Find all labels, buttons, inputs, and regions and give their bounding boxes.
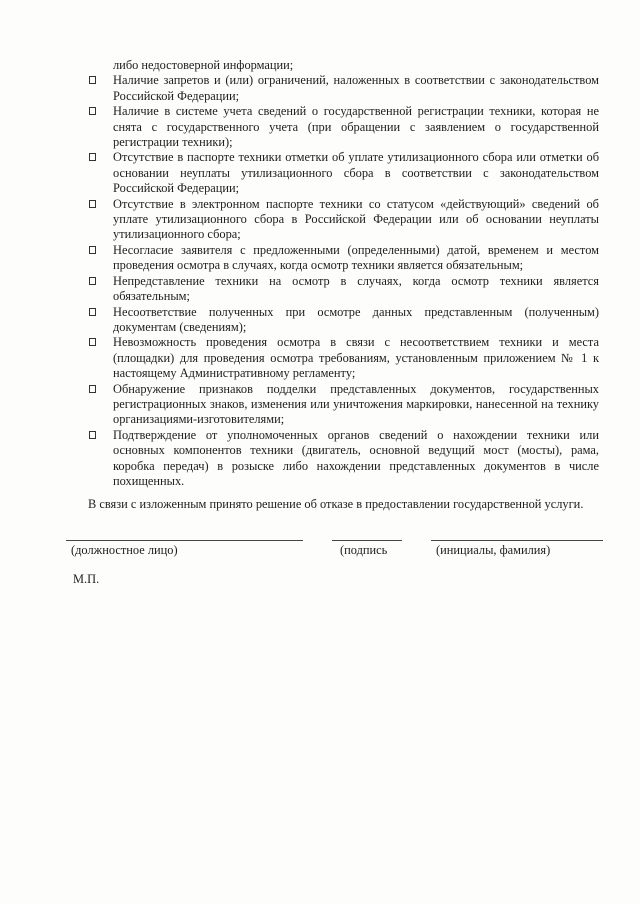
list-item [86, 197, 599, 243]
list-item [86, 73, 599, 104]
list-item [86, 428, 599, 490]
checkbox-icon [89, 338, 96, 346]
list-item [86, 150, 599, 196]
list-item [86, 274, 599, 305]
checkbox-icon [89, 107, 96, 115]
decision-paragraph: В связи с изложенным принято решение об отказе в предоставлении государственной услуги. [88, 497, 584, 511]
name-caption: (инициалы, фамилия) [436, 543, 551, 557]
list-item-text: Отсутствие в паспорте техники отметки об уплате утилизационного сбора или отметки об основании неуплаты утилизационного сбора в соответствии с законодательством Российской Федерации; [113, 150, 599, 196]
checkbox-icon [89, 308, 96, 316]
list-continuation: либо недостоверной информации; [113, 58, 294, 72]
checkbox-icon [89, 246, 96, 254]
list-item [86, 305, 599, 336]
list-item-text: Отсутствие в электронном паспорте техники со статусом «действующий» сведений об уплате утилизационного сбора в Российской Федерации или об основании неуплаты утилизационного сбора; [113, 196, 599, 242]
refusal-grounds-list [86, 58, 599, 489]
official-caption: (должностное лицо) [71, 543, 178, 557]
checkbox-icon [89, 200, 96, 208]
list-item [86, 104, 599, 150]
list-item-text: Несогласие заявителя с предложенными (определенными) датой, временем и местом проведения осмотра в случаях, когда осмотр техники является обязательным; [113, 242, 599, 273]
list-item-text: Подтверждение от уполномоченных органов сведений о нахождении техники или основных компонентов техники (двигатель, основной ведущий мост (мосты), рама, коробка передач) в розыске либо нахождении представленных документов в числе похищенных. [113, 427, 599, 488]
list-item-text: Несоответствие полученных при осмотре данных представленным (полученным) документам (сведениям); [113, 304, 599, 334]
list-item-text: Обнаружение признаков подделки представленных документов, государственных регистрационных знаков, изменения или уничтожения маркировки, нанесенной на технику организациями-изготовителями; [113, 381, 599, 427]
checkbox-icon [89, 76, 96, 84]
list-item [86, 243, 599, 274]
list-item-text: Наличие в системе учета сведений о государственной регистрации техники, которая не снята с государственного учета (при обращении с заявлением о государственной регистрации техники); [113, 104, 599, 150]
list-item [86, 382, 599, 428]
list-item-text: Невозможность проведения осмотра в связи с несоответствием техники и места (площадки) для проведения осмотра требованиям, установленным приложением № 1 к настоящему Административному регламенту; [113, 335, 599, 381]
official-signature-line [66, 540, 303, 541]
signature-line [332, 540, 402, 541]
signature-caption: (подпись [340, 543, 388, 557]
list-item-text: Непредставление техники на осмотр в случаях, когда осмотр техники является обязательным; [113, 273, 599, 304]
checkbox-icon [89, 277, 96, 285]
list-item-text: Наличие запретов и (или) ограничений, наложенных в соответствии с законодательством Российской Федерации; [113, 73, 599, 103]
checkbox-icon [89, 431, 96, 439]
name-signature-line [431, 540, 603, 541]
checkbox-icon [89, 385, 96, 393]
checkbox-icon [89, 153, 96, 161]
list-item [86, 335, 599, 381]
stamp-label: М.П. [73, 572, 100, 586]
